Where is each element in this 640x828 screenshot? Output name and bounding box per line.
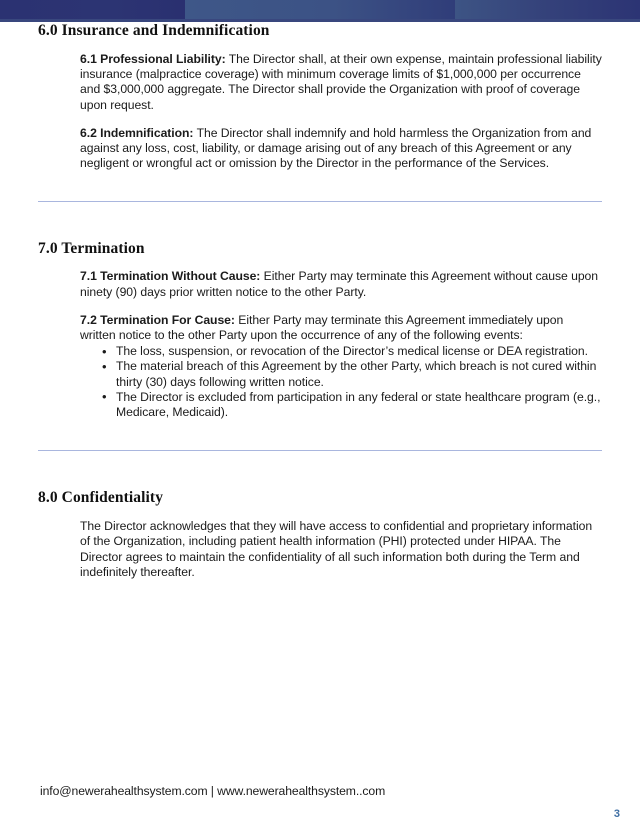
footer-contact: info@newerahealthsystem.com | www.newerahealthsystem..com <box>40 784 386 798</box>
section-7-bullet-list <box>80 344 602 420</box>
page-number: 3 <box>613 808 620 820</box>
section-8-body <box>80 519 602 580</box>
list-item: • The material breach of this Agreement by the other Party, which breach is not cured within thirty (30) days following written notice. <box>102 359 602 389</box>
paragraph-6-2-lead: 6.2 Indemnification: <box>80 125 194 140</box>
paragraph-6-2-text: The Director shall indemnify and hold harmless the Organization from and against any loss, cost, liability, or damage arising out of any breach of this Agreement or any negligent or wrongful act or omission by the Director in the performance of the Services. <box>80 125 592 171</box>
section-8 <box>38 489 602 580</box>
paragraph-8-1 <box>80 519 602 580</box>
paragraph-7-2 <box>80 313 602 343</box>
paragraph-7-2-text: Either Party may terminate this Agreement immediately upon written notice to the other Party upon the occurrence of any of the following events: <box>80 312 564 343</box>
header-band-segment-middle <box>185 0 455 19</box>
section-7-heading: 7.0 Termination <box>38 240 145 258</box>
section-6 <box>38 22 602 171</box>
list-item: • The Director is excluded from participation in any federal or state healthcare program (e.g., Medicare, Medicaid). <box>102 390 602 420</box>
paragraph-8-1-text: The Director acknowledges that they will have access to confidential and proprietary information of the Organization, including patient health information (PHI) protected under HIPAA. The Director agrees to maintain the confidentiality of all such information both during the Term and indefinitely thereafter. <box>80 519 593 579</box>
paragraph-6-1 <box>80 52 602 113</box>
paragraph-6-1-text: The Director shall, at their own expense, maintain professional liability insurance (malpractice coverage) with minimum coverage limits of $1,000,000 per occurrence and $3,000,000 aggregate. The Director shall provide the Organization with proof of coverage upon request. <box>80 52 602 112</box>
section-7 <box>38 240 602 420</box>
header-decorative-band <box>0 0 640 19</box>
paragraph-7-1-lead: 7.1 Termination Without Cause: <box>80 269 261 284</box>
section-8-heading: 8.0 Confidentiality <box>38 489 164 507</box>
paragraph-7-2-lead: 7.2 Termination For Cause: <box>80 312 235 327</box>
document-page <box>0 22 640 828</box>
list-item: • The loss, suspension, or revocation of the Director’s medical license or DEA registration. <box>102 344 602 359</box>
header-band-segment-right <box>455 0 640 19</box>
section-6-heading: 6.0 Insurance and Indemnification <box>38 22 270 39</box>
paragraph-7-1 <box>80 269 602 299</box>
header-band-segment-left <box>0 0 185 19</box>
section-7-body <box>80 269 602 420</box>
paragraph-6-1-lead: 6.1 Professional Liability: <box>80 52 226 66</box>
section-6-body <box>80 52 602 171</box>
paragraph-7-1-text: Either Party may terminate this Agreement without cause upon ninety (90) days prior written notice to the other Party. <box>80 269 599 299</box>
paragraph-6-2 <box>80 126 602 172</box>
